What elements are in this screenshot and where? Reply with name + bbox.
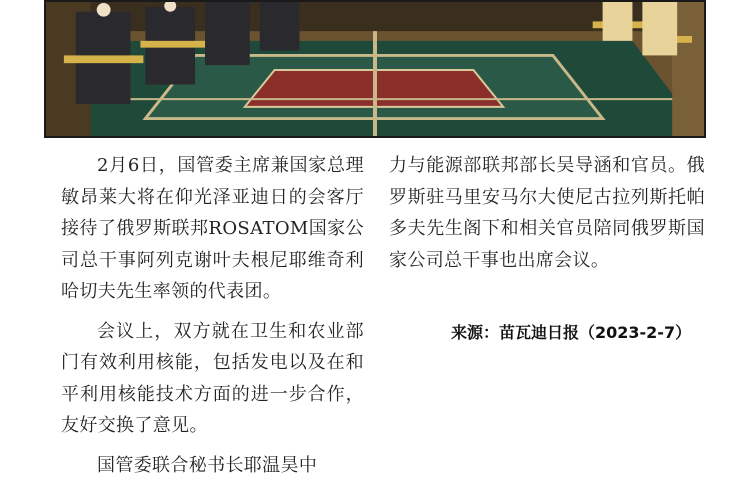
article-column-right <box>389 150 705 276</box>
article-paragraph-3: 国管委联合秘书长耶温昊中 <box>61 450 364 481</box>
article-column-left <box>61 150 364 481</box>
article-paragraph-4: 力与能源部联邦部长吴导涵和官员。俄罗斯驻马里安马尔大使尼古拉列斯托帕多夫先生阁下和相关官员陪同俄罗斯国家公司总干事也出席会议。 <box>389 150 705 276</box>
source-credit: 来源：苗瓦迪日报（2023-2-7） <box>451 319 691 347</box>
meeting-photo-illustration <box>46 2 704 136</box>
article-paragraph-1: 2月6日，国管委主席兼国家总理敏昂莱大将在仰光泽亚迪日的会客厅接待了俄罗斯联邦ROSATOM国家公司总干事阿列克谢叶夫根尼耶维奇利哈切夫先生率领的代表团。 <box>61 150 364 308</box>
meeting-photo <box>44 0 706 138</box>
article-paragraph-2: 会议上，双方就在卫生和农业部门有效利用核能，包括发电以及在和平利用核能技术方面的进一步合作，友好交换了意见。 <box>61 316 364 442</box>
